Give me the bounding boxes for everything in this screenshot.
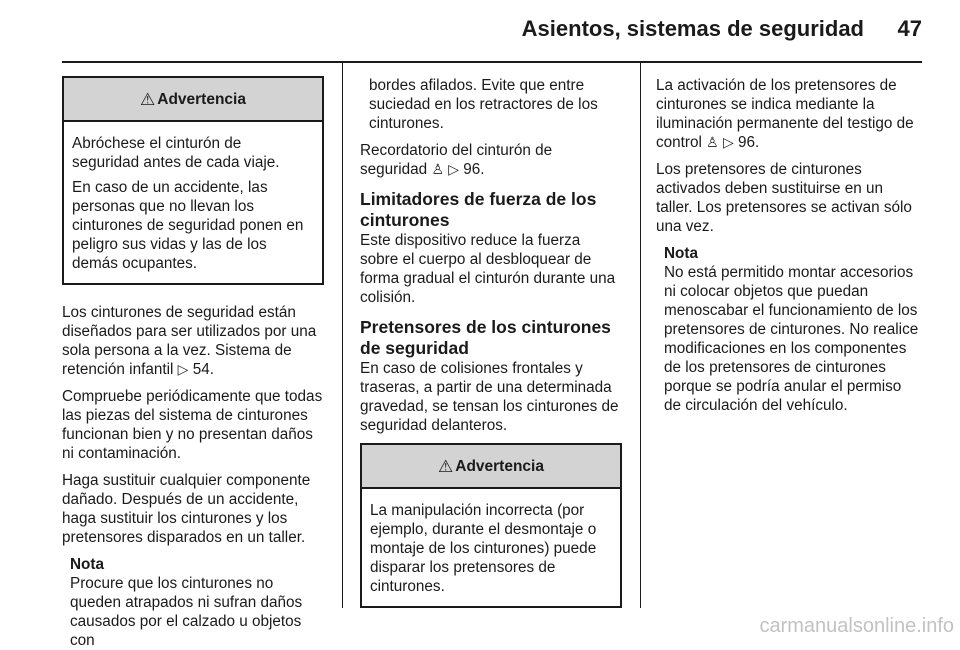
paragraph: Compruebe periódicamente que todas las piezas del sistema de cinturones funcionan bien y no presentan daños ni contaminación. — [62, 388, 323, 462]
note-text: No está permitido montar accesorios ni colocar objetos que puedan menoscabar el funcionamiento de los pretensores de cinturones. No realice modificaciones en los componentes de los pretensores de cinturones porque se podría anular el permiso de circulación del vehículo. — [664, 264, 919, 414]
paragraph: En caso de colisiones frontales y traseras, a partir de una determinada gravedad, se tensan los cinturones de seguridad delanteros. — [360, 360, 619, 434]
paragraph: Los pretensores de cinturones activados deben sustituirse en un taller. Los pretensores se activan sólo una vez. — [656, 161, 912, 235]
section-heading: Pretensores de los cinturones de seguridad — [360, 317, 611, 358]
page-reference-icon: ▷ — [177, 361, 189, 377]
page-reference-icon: ▷ — [722, 134, 734, 150]
page-number: 47 — [897, 16, 922, 41]
warning-body — [64, 122, 322, 283]
column-2 — [360, 76, 622, 608]
note-text: Procure que los cinturones no queden atrapados ni sufran daños causados por el calzado u objetos con — [70, 575, 303, 649]
warning-label: Advertencia — [455, 457, 544, 475]
warning-text: La manipulación incorrecta (por ejemplo, durante el desmontaje o montaje de los cinturones) puede disparar los pretensores de cinturones. — [370, 502, 597, 595]
paragraph: La activación de los pretensores de cinturones se indica mediante la iluminación permanente del testigo de control ♙ ▷ 96. — [656, 77, 914, 151]
page-reference-icon: ▷ — [448, 161, 460, 177]
paragraph: bordes afilados. Evite que entre suciedad en los retractores de los cinturones. — [369, 77, 598, 132]
paragraph: Este dispositivo reduce la fuerza sobre el cuerpo al desbloquear de forma gradual el cinturón durante una colisión. — [360, 232, 616, 306]
warning-box — [62, 76, 324, 285]
section-title: Asientos, sistemas de seguridad — [521, 16, 864, 41]
warning-body — [362, 489, 620, 606]
seatbelt-icon: ♙ — [431, 161, 444, 177]
warning-text: Abróchese el cinturón de seguridad antes de cada viaje. — [72, 135, 280, 171]
warning-triangle-icon: ⚠ — [140, 89, 156, 109]
page-header — [62, 14, 922, 48]
column-1 — [62, 76, 324, 650]
note — [656, 244, 922, 415]
column-divider-2 — [640, 63, 641, 608]
watermark: carmanualsonline.info — [759, 615, 954, 637]
note-title: Nota — [664, 245, 698, 262]
paragraph: Los cinturones de seguridad están diseñados para ser utilizados por una sola persona a la vez. Sistema de retención infantil ▷ 54. — [62, 304, 317, 378]
pretensioner-warning-icon: ♙ — [706, 134, 719, 150]
header-rule — [62, 61, 922, 63]
paragraph: Recordatorio del cinturón de seguridad ♙ ▷ 96. — [360, 142, 553, 178]
warning-header — [64, 78, 322, 122]
column-divider-1 — [342, 63, 343, 608]
warning-text: En caso de un accidente, las personas que no llevan los cinturones de seguridad ponen en peligro sus vidas y las de los demás ocupantes. — [72, 179, 304, 272]
column-3 — [656, 76, 922, 415]
note — [62, 555, 324, 650]
paragraph: Haga sustituir cualquier componente dañado. Después de un accidente, haga sustituir los cinturones y los pretensores disparados en un taller. — [62, 472, 311, 546]
warning-header — [362, 445, 620, 489]
warning-triangle-icon: ⚠ — [438, 456, 454, 476]
warning-box — [360, 443, 622, 608]
warning-label: Advertencia — [157, 90, 246, 108]
section-heading: Limitadores de fuerza de los cinturones — [360, 189, 597, 230]
note-title: Nota — [70, 556, 104, 573]
